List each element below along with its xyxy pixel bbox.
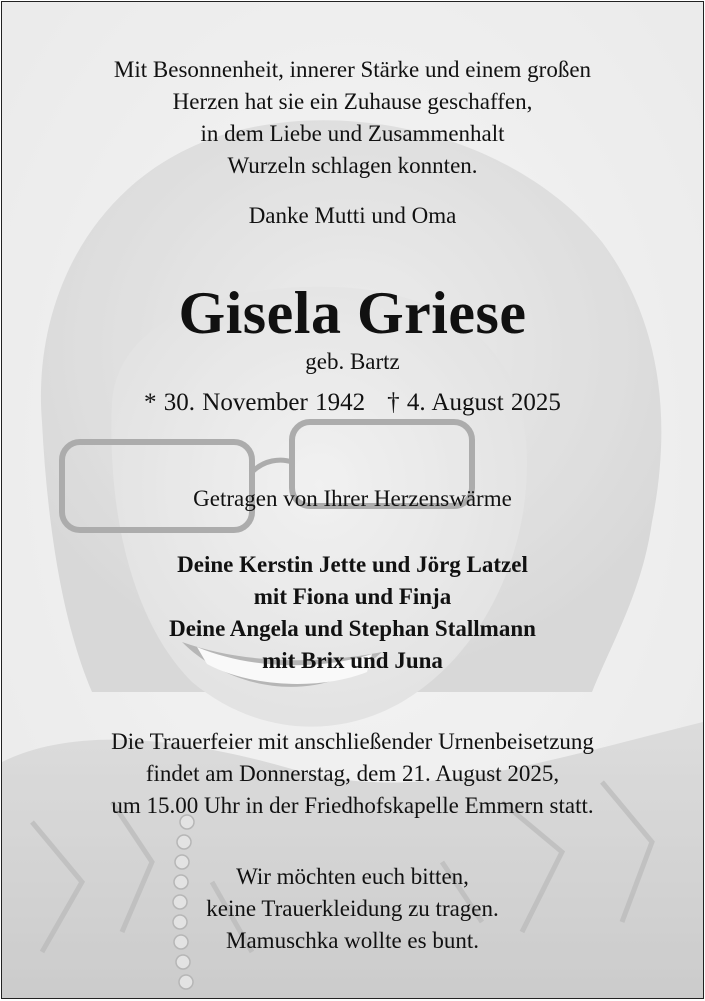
intro-line: in dem Liebe und Zusammenhalt bbox=[200, 121, 505, 146]
family-line: mit Fiona und Finja bbox=[253, 584, 452, 609]
intro-line: Wurzeln schlagen konnten. bbox=[227, 153, 478, 178]
ceremony-line: Die Trauerfeier mit anschließender Urnenbeisetzung bbox=[111, 729, 594, 754]
obituary-notice bbox=[1, 1, 704, 999]
intro-line: Herzen hat sie ein Zuhause geschaffen, bbox=[172, 89, 533, 114]
ceremony-details bbox=[2, 726, 703, 822]
deceased-name: Gisela Griese bbox=[178, 280, 527, 346]
family-line: Deine Angela und Stephan Stallmann bbox=[169, 616, 536, 641]
request-line: keine Trauerkleidung zu tragen. bbox=[206, 896, 499, 921]
birth-date: * 30. November 1942 bbox=[144, 389, 366, 416]
intro-verse bbox=[2, 54, 703, 182]
carried-by-line: Getragen von Ihrer Herzenswärme bbox=[193, 486, 512, 511]
dress-request bbox=[2, 861, 703, 957]
ceremony-line: findet am Donnerstag, dem 21. August 2025, bbox=[145, 761, 560, 786]
request-line: Wir möchten euch bitten, bbox=[236, 864, 469, 889]
request-line: Mamuschka wollte es bunt. bbox=[226, 928, 479, 953]
thanks-line: Danke Mutti und Oma bbox=[248, 203, 457, 228]
death-date: † 4. August 2025 bbox=[387, 389, 561, 416]
maiden-name: geb. Bartz bbox=[305, 349, 400, 374]
family-line: mit Brix und Juna bbox=[262, 648, 443, 673]
ceremony-line: um 15.00 Uhr in der Friedhofskapelle Emmern statt. bbox=[111, 793, 594, 818]
intro-line: Mit Besonnenheit, innerer Stärke und einem großen bbox=[113, 57, 592, 82]
family-line: Deine Kerstin Jette und Jörg Latzel bbox=[177, 552, 528, 577]
family-signatures bbox=[2, 549, 703, 677]
life-dates bbox=[2, 387, 703, 419]
